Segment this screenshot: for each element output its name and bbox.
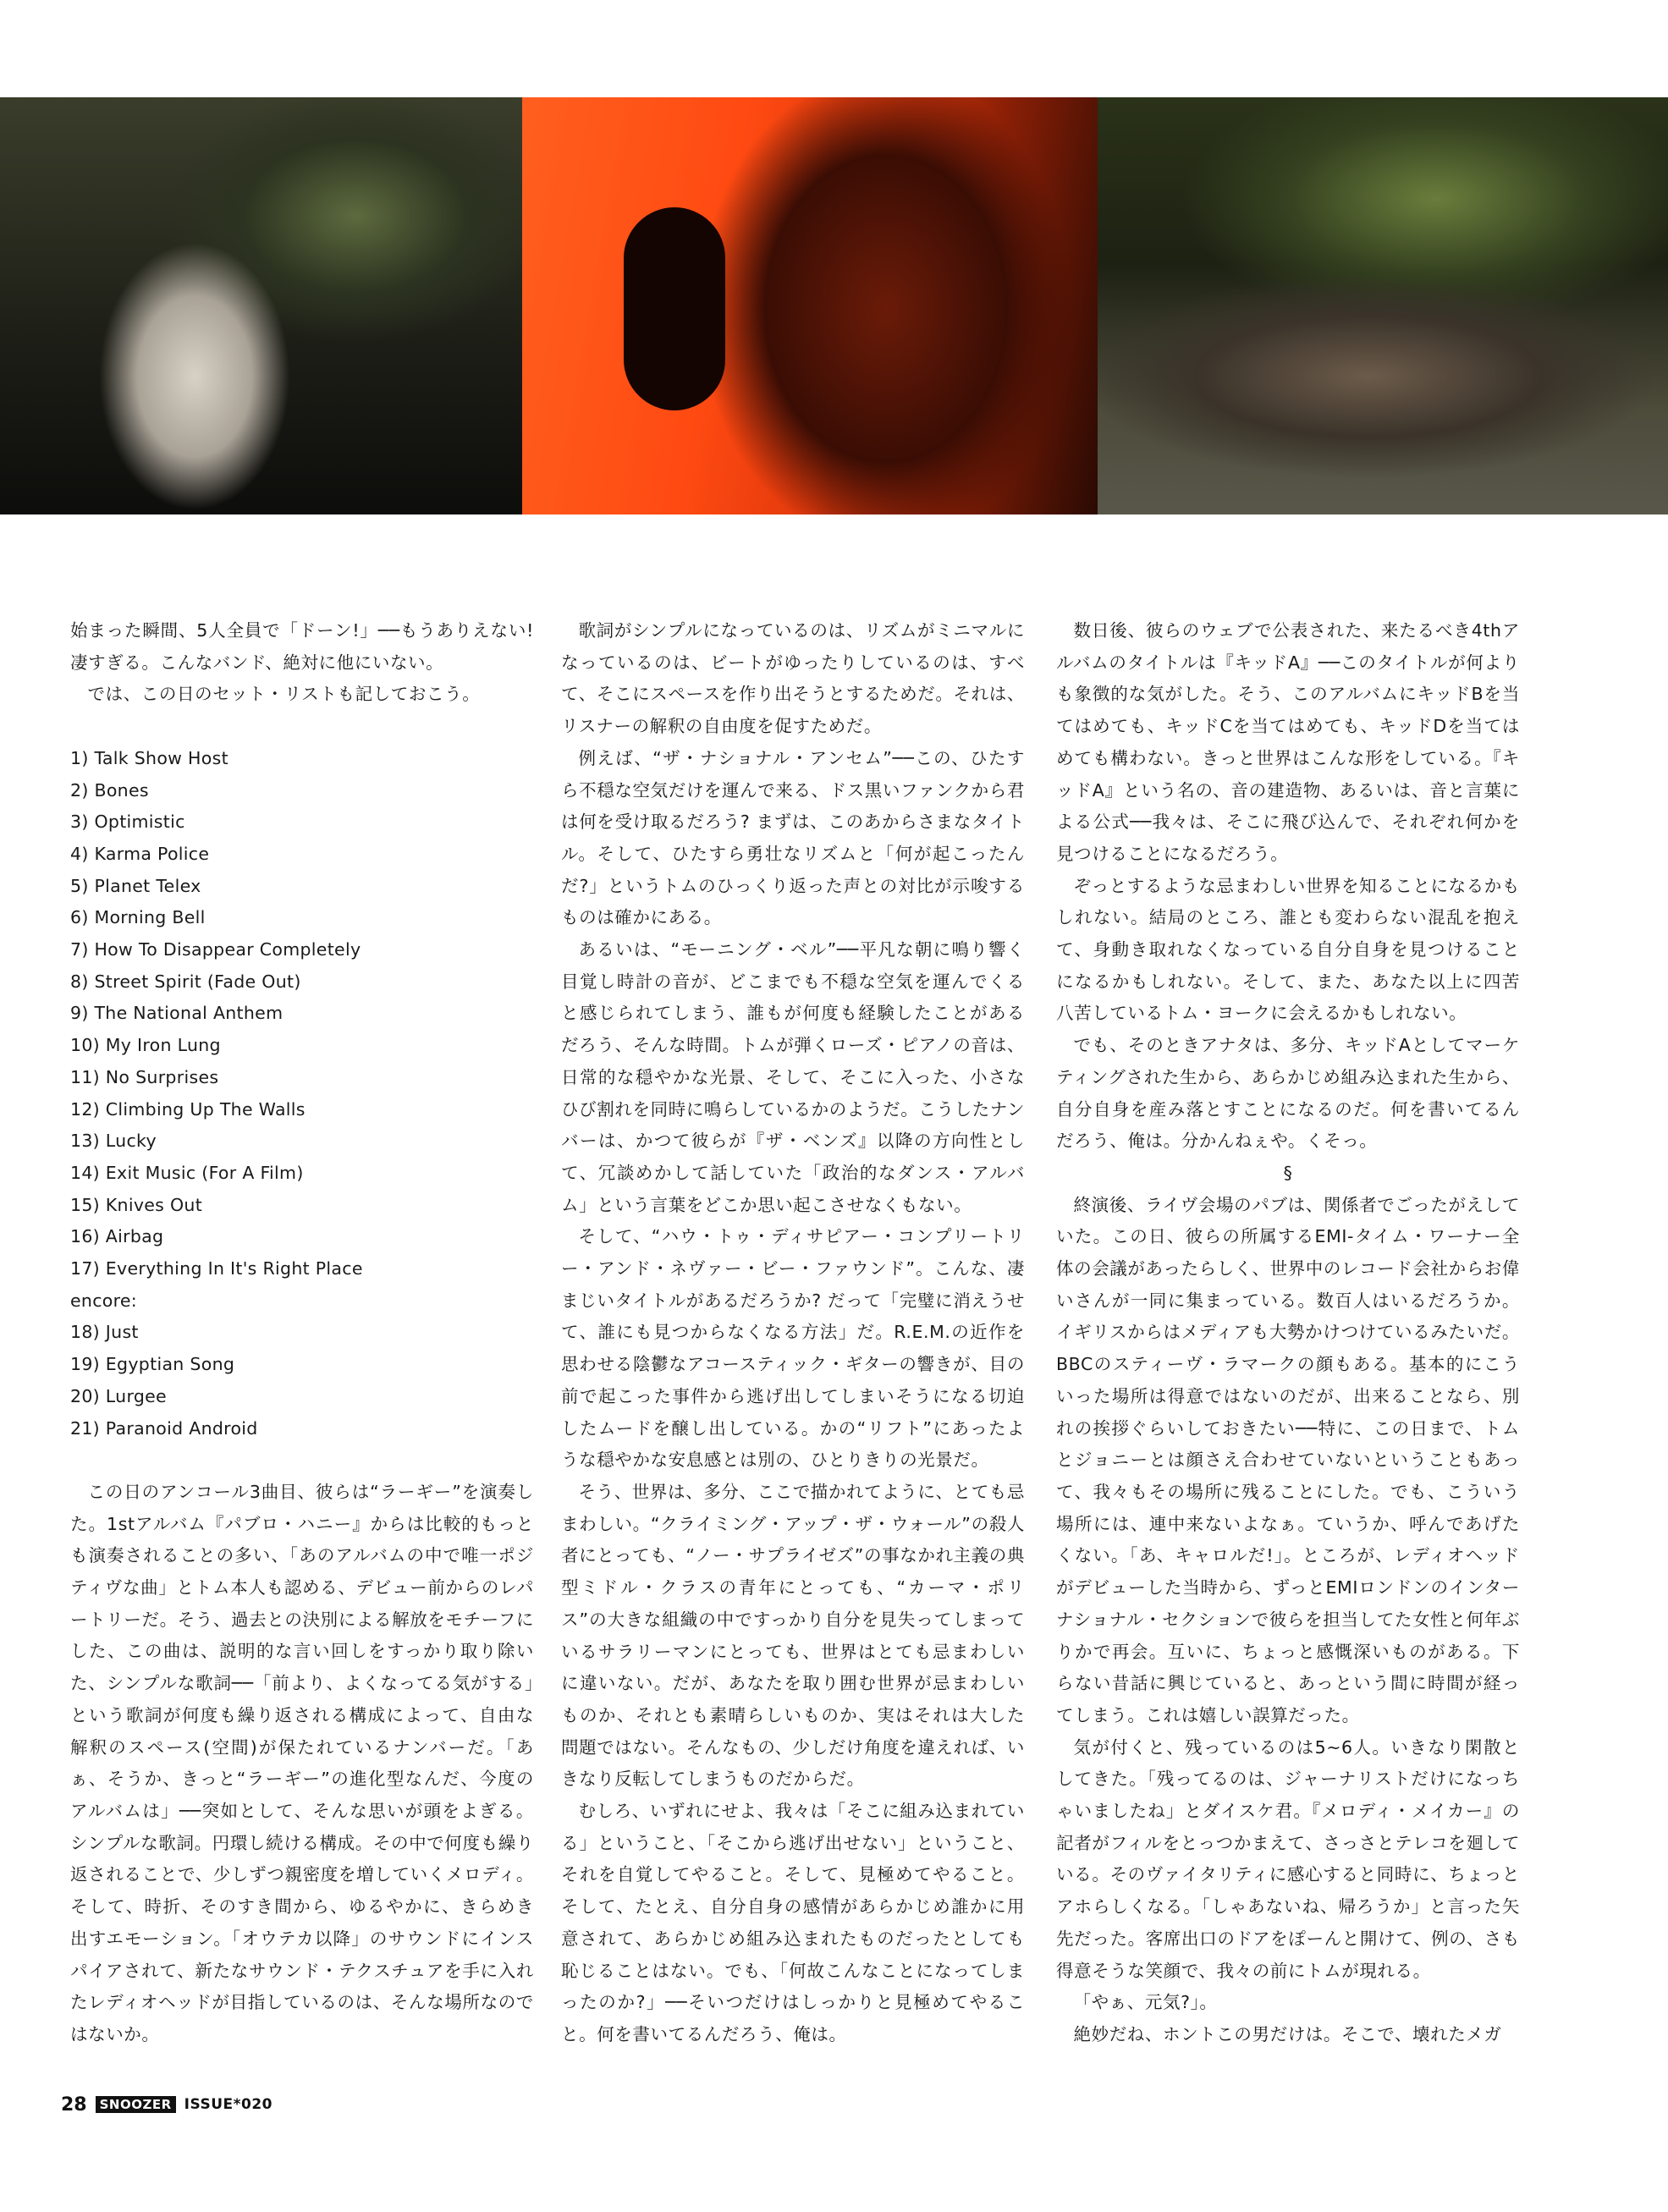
setlist-item: 9) The National Anthem: [70, 1003, 284, 1024]
crowd-in-park-photo: [1098, 97, 1668, 514]
setlist-item: 6) Morning Bell: [70, 907, 206, 928]
article-paragraph: 終演後、ライヴ会場のパブは、関係者でごったがえしていた。この日、彼らの所属するEMI-タイム・ワーナー全体の会議があったらしく、世界中のレコード会社からお偉いさんが一同に集まっている。数百人はいるだろうか。イギリスからはメディアも大勢かけつけているみたいだ。BBCのスティーヴ・ラマークの顔もある。基本的にこういった場所は得意ではないのだが、出来ることなら、別れの挨拶ぐらいしておきたい──特に、この日まで、トムとジョニーとは顔さえ合わせていないということもあって、我々もその場所に残ることにした。でも、こういう場所には、連中来ないよなぁ。ていうか、呼んであげたくない。「あ、キャロルだ!」。ところが、レディオヘッドがデビューした当時から、ずっとEMIロンドンのインターナショナル・セクションで彼らを担当してた女性と何年ぶりかで再会。互いに、ちょっと感慨深いものがある。下らない昔話に興じていると、あっという間に時間が経ってしまう。これは嬉しい誤算だった。: [1056, 1194, 1520, 1725]
set-list: [70, 743, 534, 1444]
article-paragraph: この日のアンコール3曲目、彼らは“ラーギー”を演奏した。1stアルバム『パブロ・ハニー』からは比較的もっとも演奏されることの多い、「あのアルバムの中で唯一ポジティヴな曲」とトム本人も認める、デビュー前からのレパートリーだ。そう、過去との決別による解放をモチーフにした、この曲は、説明的な言い回しをすっかり取り除いた、シンプルな歌詞──「前より、よくなってる気がする」という歌詞が何度も繰り返される構成によって、自由な解釈のスペース(空間)が保たれているナンバーだ。「あぁ、そうか、きっと“ラーギー”の進化型なんだ、今度のアルバムは」──突如として、そんな思いが頭をよぎる。シンプルな歌詞。円環し続ける構成。その中で何度も繰り返されることで、少しずつ親密度を増していくメロディ。そして、時折、そのすき間から、ゆるやかに、きらめき出すエモーション。「オウテカ以降」のサウンドにインスパイアされて、新たなサウンド・テクスチュアを手に入れたレディオヘッドが目指しているのは、そんな場所なのではないか。: [70, 1481, 534, 2044]
article-paragraph: あるいは、“モーニング・ベル”──平凡な朝に鳴り響く目覚し時計の音が、どこまでも不穏な空気を運んでくると感じられてしまう、誰もが何度も経験したことがあるだろう、そんな時間。トムが弾くローズ・ピアノの音は、日常的な穏やかな光景、そして、そこに入った、小さなひび割れを同時に鳴らしているかのようだ。こうしたナンバーは、かつて彼らが『ザ・ベンズ』以降の方向性として、冗談めかして話していた「政治的なダンス・アルバム」という言葉をどこか思い起こさせなくもない。: [561, 939, 1025, 1215]
page-number: 28: [61, 2094, 87, 2116]
article-paragraph: 「やぁ、元気?」。: [1073, 1992, 1218, 2013]
setlist-item: 15) Knives Out: [70, 1194, 203, 1215]
setlist-item: 8) Street Spirit (Fade Out): [70, 971, 301, 992]
setlist-item: 20) Lurgee: [70, 1385, 167, 1406]
article-paragraph: 例えば、“ザ・ナショナル・アンセム”──この、ひたすら不穏な空気だけを運んで来る、ドス黒いファンクから君は何を受け取るだろう? まずは、このあからさまなタイトル。そして、ひたすら勇壮なリズムと「何が起こったんだ?」というトムのひっくり返った声との対比が示唆するものは確かにある。: [561, 747, 1025, 928]
setlist-item: 14) Exit Music (For A Film): [70, 1162, 304, 1183]
red-face-portrait-photo: [522, 97, 1098, 514]
issue-label: ISSUE*020: [184, 2096, 273, 2113]
article-paragraph: ぞっとするような忌まわしい世界を知ることになるかもしれない。結局のところ、誰とも変わらない混乱を抱えて、身動き取れなくなっている自分自身を見つけることになるかもしれない。そして、また、あなた以上に四苦八苦しているトム・ヨークに会えるかもしれない。: [1056, 875, 1520, 1024]
setlist-item: 12) Climbing Up The Walls: [70, 1098, 306, 1120]
setlist-item: 7) How To Disappear Completely: [70, 939, 361, 960]
setlist-item: 19) Egyptian Song: [70, 1354, 235, 1375]
intro-setlist-note: では、この日のセット・リストも記しておこう。: [87, 684, 481, 705]
setlist-item: 1) Talk Show Host: [70, 747, 228, 768]
intro-paragraph: 始まった瞬間、5人全員で「ドーン!」──もうありえない! 凄すぎる。こんなバンド、絶対に他にいない。: [70, 620, 534, 673]
article-paragraph: 数日後、彼らのウェブで公表された、来たるべき4thアルバムのタイトルは『キッドA』──このタイトルが何よりも象徴的な気がした。そう、このアルバムにキッドBを当てはめても、キッドCを当てはめても、キッドDを当てはめても構わない。きっと世界はこんな形をしている。『キッドA』という名の、音の建造物、あるいは、音と言葉による公式──我々は、そこに飛び込んで、それぞれ何かを見つけることになるだろう。: [1056, 620, 1520, 864]
section-mark: §: [1283, 1162, 1293, 1183]
photo-strip: [0, 97, 1668, 514]
setlist-item: 11) No Surprises: [70, 1066, 219, 1087]
setlist-item: 10) My Iron Lung: [70, 1035, 221, 1056]
setlist-item: 3) Optimistic: [70, 812, 185, 833]
setlist-item: 5) Planet Telex: [70, 875, 201, 896]
setlist-item: 21) Paranoid Android: [70, 1417, 258, 1439]
setlist-item: 13) Lucky: [70, 1131, 157, 1152]
page-footer: [61, 2092, 272, 2117]
article-paragraph: そう、世界は、多分、ここで描かれてように、とても忌まわしい。“クライミング・アップ・ザ・ウォール”の殺人者にとっても、“ノー・サプライゼズ”の事なかれ主義の典型ミドル・クラスの青年にとっても、“カーマ・ポリス”の大きな組織の中ですっかり自分を見失ってしまっているサラリーマンにとっても、世界はとても忌まわしいに違いない。だが、あなたを取り囲む世界が忌まわしいものか、それとも素晴らしいものか、実はそれは大した問題ではない。そんなもの、少しだけ角度を違えれば、いきなり反転してしまうものだからだ。: [561, 1481, 1025, 1790]
article-paragraph: 気が付くと、残っているのは5~6人。いきなり閑散としてきた。「残ってるのは、ジャーナリストだけになっちゃいましたね」とダイスケ君。『メロディ・メイカー』の記者がフィルをとっつかまえて、さっさとテレコを廻している。そのヴァイタリティに感心すると同時に、ちょっとアホらしくなる。「しゃあないね、帰ろうか」と言った矢先だった。客席出口のドアをぽーんと開けて、例の、さも得意そうな笑顔で、我々の前にトムが現れる。: [1056, 1736, 1520, 1981]
article-paragraph: そして、“ハウ・トゥ・ディサピアー・コンプリートリー・アンド・ネヴァー・ビー・ファウンド”。こんな、凄まじいタイトルがあるだろうか? だって「完璧に消えうせて、誰にも見つからなくなる方法」だ。R.E.M.の近作を思わせる陰鬱なアコースティック・ギターの響きが、目の前で起こった事件から逃げ出してしまいそうになる切迫したムードを醸し出している。かの“リフト”にあったような穏やかな安息感とは別の、ひとりきりの光景だ。: [561, 1226, 1025, 1471]
magazine-logo: SNOOZER: [96, 2096, 176, 2113]
setlist-item: 18) Just: [70, 1322, 139, 1343]
setlist-item: 2) Bones: [70, 779, 149, 801]
cemetery-statue-photo: [0, 97, 522, 514]
article-paragraph: でも、そのときアナタは、多分、キッドAとしてマーケティングされた生から、あらかじめ組み込まれた生から、自分自身を産み落とすことになるのだ。何を書いてるんだろう、俺は。分かんねぇや。くそっ。: [1056, 1035, 1520, 1152]
setlist-encore-label: encore:: [70, 1290, 138, 1311]
article-column-1: [70, 615, 534, 2051]
setlist-item: 17) Everything In It's Right Place: [70, 1258, 363, 1279]
article-paragraph: 歌詞がシンプルになっているのは、リズムがミニマルになっているのは、ビートがゆったりしているのは、すべて、そこにスペースを作り出そうとするためだ。それは、リスナーの解釈の自由度を促すためだ。: [561, 620, 1025, 737]
article-column-2: [561, 615, 1025, 2051]
setlist-item: 16) Airbag: [70, 1226, 164, 1247]
article-column-3: [1056, 615, 1520, 2051]
setlist-item: 4) Karma Police: [70, 843, 210, 864]
article-paragraph: むしろ、いずれにせよ、我々は「そこに組み込まれている」ということ、「そこから逃げ出せない」ということ、それを自覚してやること。そして、見極めてやること。そして、たとえ、自分自身の感情があらかじめ誰かに用意されて、あらかじめ組み込まれたものだったとしても恥じることはない。でも、「何故こんなことになってしまったのか?」──そいつだけはしっかりと見極めてやること。何を書いてるんだろう、俺は。: [561, 1801, 1025, 2044]
article-paragraph: 絶妙だね、ホントこの男だけは。そこで、壊れたメガ: [1073, 2023, 1502, 2044]
